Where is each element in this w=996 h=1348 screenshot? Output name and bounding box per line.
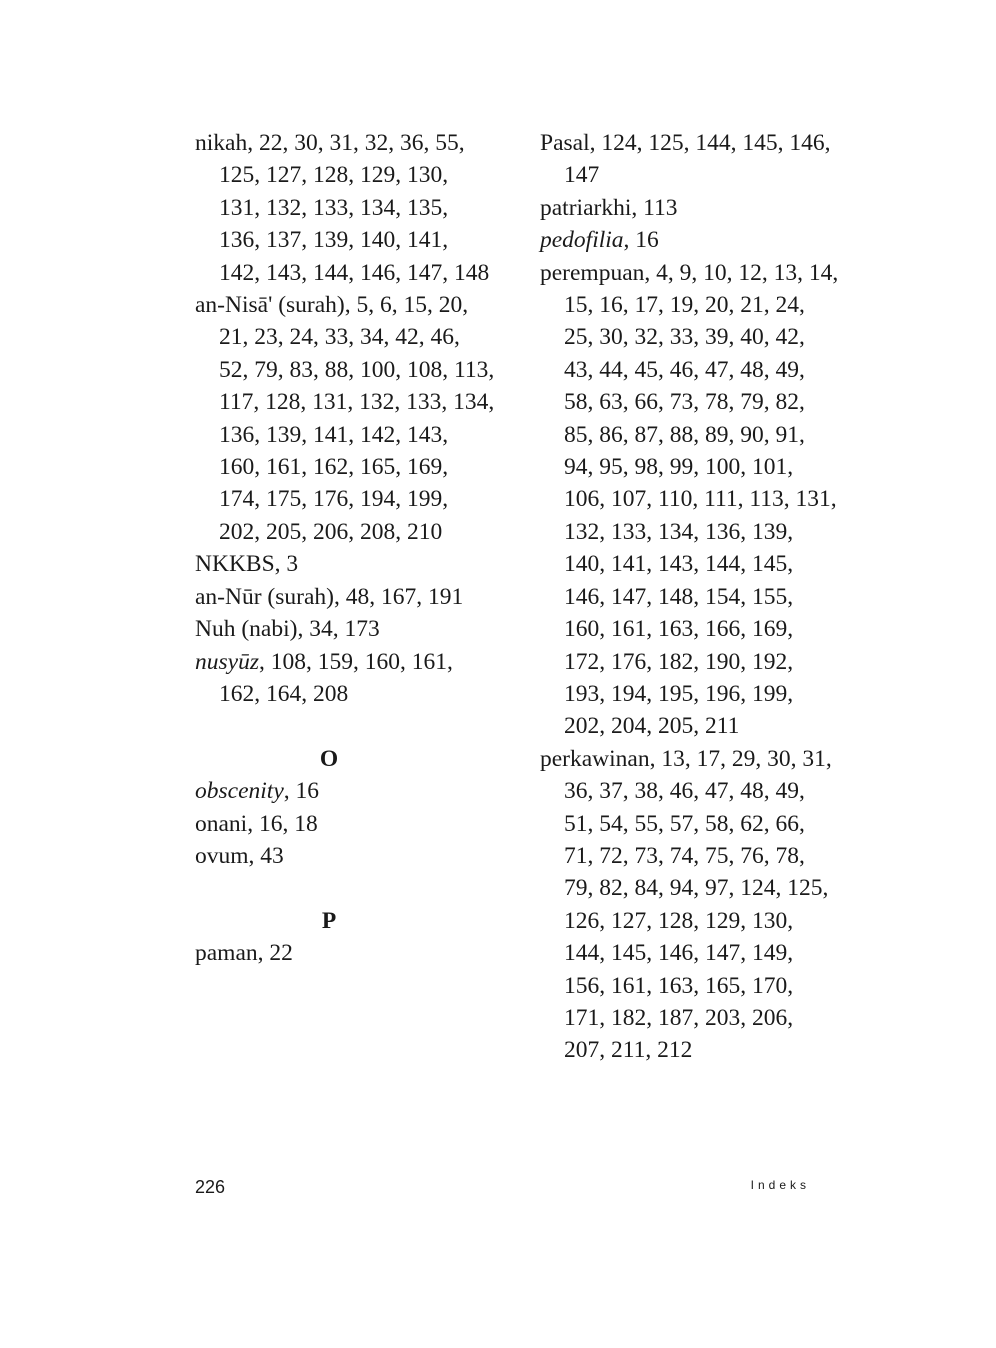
index-entry-ovum (195, 840, 495, 872)
index-pages: , 108, 159, 160, 161, 162, 164, 208 (219, 648, 453, 707)
letter-heading-o: O (319, 745, 339, 772)
index-pages: , 34, 173 (297, 616, 380, 643)
index-term: nusyūz (195, 648, 259, 675)
index-term: nikah (195, 130, 248, 156)
index-pages: , 22, 30, 31, 32, 36, 55, 125, 127, 128, 129, 130, 131, 132, 133, 134, 135, 136, 137, 139, 140, 141, 142, 143, 144, 146, 147, 148 (219, 130, 490, 286)
index-entry-onani (195, 808, 495, 840)
index-term: Nuh (nabi) (195, 616, 298, 643)
index-term: perkawinan (540, 745, 650, 772)
index-term: Pasal (540, 130, 590, 156)
index-pages: , 22 (257, 940, 293, 967)
index-term: ovum (195, 842, 249, 869)
index-term: patriarkhi (540, 194, 632, 221)
index-entry-nusyuz (195, 646, 495, 711)
index-pages: , 113 (631, 194, 678, 221)
index-term: obscenity (195, 778, 284, 805)
index-entry-an-nisa (195, 289, 495, 548)
index-entry-an-nur (195, 581, 495, 613)
index-term: paman (195, 940, 258, 967)
index-term: an-Nūr (surah) (195, 583, 334, 610)
index-term: an-Nisā' (surah) (195, 292, 345, 319)
index-column-right (540, 127, 840, 1067)
page-number: 226 (195, 1177, 226, 1197)
index-pages: , 16, 18 (247, 810, 318, 837)
running-footer-title: Indeks (750, 1178, 810, 1192)
index-pages: , 48, 167, 191 (333, 583, 464, 610)
index-pages: , 43 (248, 842, 284, 869)
index-entry-obscenity (195, 775, 495, 807)
index-entry-perkawinan (540, 743, 840, 1067)
index-term: perempuan (540, 259, 645, 286)
index-entry-nkkbs (195, 548, 495, 580)
index-term: onani (195, 810, 248, 837)
index-entry-pedofilia (540, 224, 840, 256)
index-term: pedofilia (540, 227, 624, 254)
index-column-left (195, 127, 495, 970)
index-pages: , 5, 6, 15, 20, 21, 23, 24, 33, 34, 42, 46, 52, 79, 83, 88, 100, 108, 113, 117, 128, 131, 132, 133, 134, 136, 139, 141, 142, 143, 160, 161, 162, 165, 169, 174, 175, 176, 194, 199, 202, 205, 206, 208, 210 (219, 292, 495, 545)
index-entry-patriarkhi (540, 192, 840, 224)
index-entry-nuh (195, 613, 495, 645)
index-pages: , 3 (274, 551, 299, 578)
index-pages: , 124, 125, 144, 145, 146, 147 (564, 130, 831, 189)
index-pages: , 16 (623, 227, 659, 254)
index-entry-nikah (195, 127, 495, 289)
index-entry-pasal (540, 127, 840, 192)
index-entry-paman (195, 937, 495, 969)
index-pages: , 4, 9, 10, 12, 13, 14, 15, 16, 17, 19, 20, 21, 24, 25, 30, 32, 33, 39, 40, 42, 43, 44, 45, 46, 47, 48, 49, 58, 63, 66, 73, 78, 79, 82, 85, 86, 87, 88, 89, 90, 91, 94, 95, 98, 99, 100, 101, 106, 107, 110, 111, 113, 131, 132, 133, 134, 136, 139, 140, 141, 143, 144, 145, 146, 147, 148, 154, 155, 160, 161, 163, 166, 169, 172, 176, 182, 190, 192, 193, 194, 195, 196, 199, 202, 204, 205, 211 (564, 259, 839, 740)
letter-heading-p: P (321, 907, 337, 934)
index-entry-perempuan (540, 257, 840, 743)
index-term: NKKBS (195, 551, 275, 578)
index-pages: , 16 (283, 778, 319, 805)
index-pages: , 13, 17, 29, 30, 31, 36, 37, 38, 46, 47, 48, 49, 51, 54, 55, 57, 58, 62, 66, 71, 72, 73, 74, 75, 76, 78, 79, 82, 84, 94, 97, 124, 125, 126, 127, 128, 129, 130, 144, 145, 146, 147, 149, 156, 161, 163, 165, 170, 171, 182, 187, 203, 206, 207, 211, 212 (564, 745, 832, 1064)
